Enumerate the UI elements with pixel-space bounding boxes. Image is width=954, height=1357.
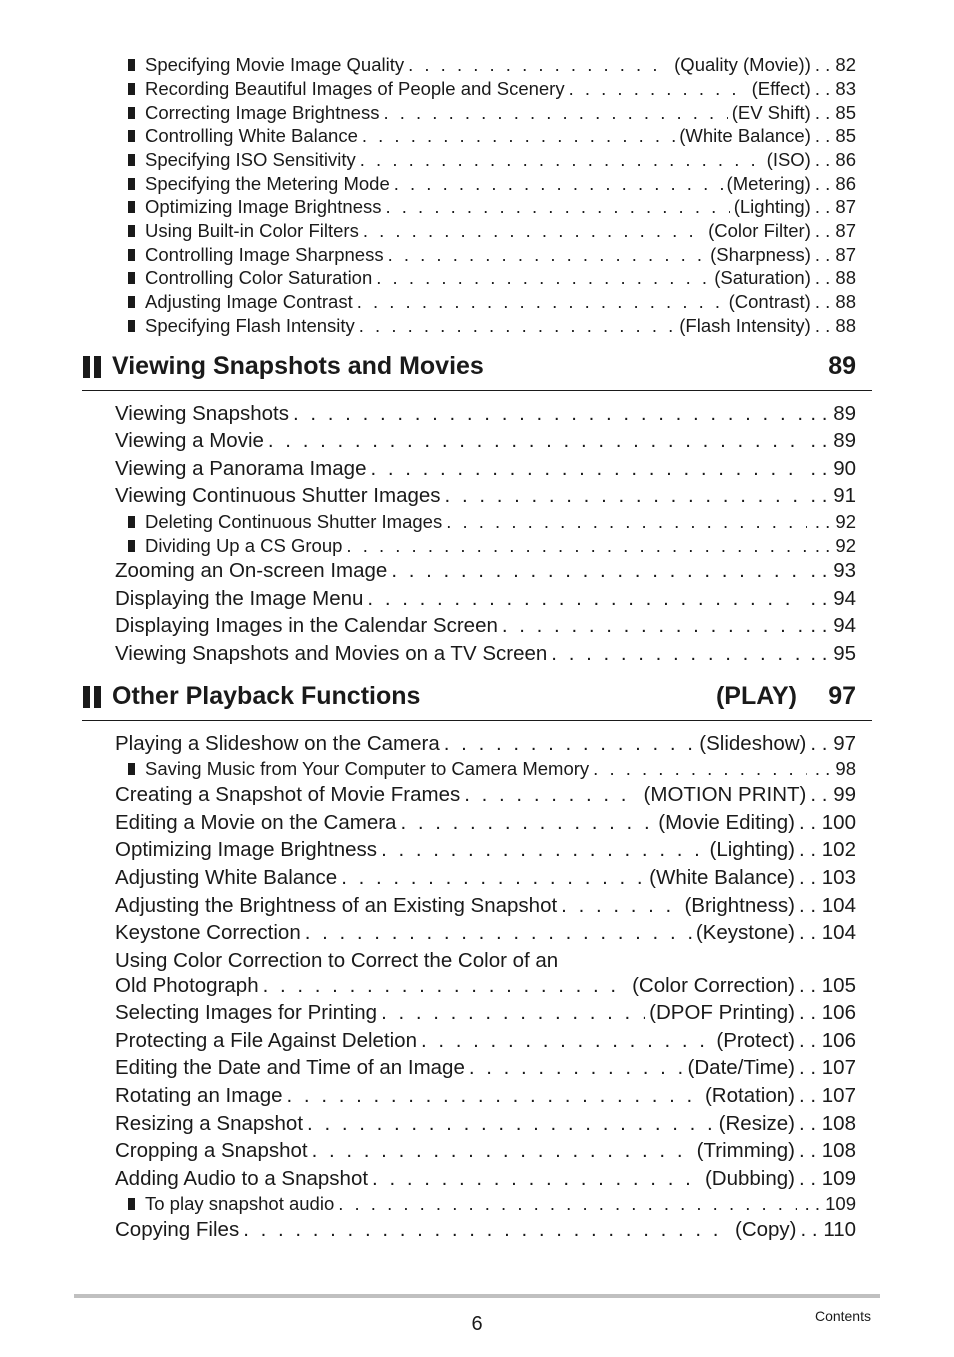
entry-page: . . 95 xyxy=(810,642,856,666)
entry-page: . . 109 xyxy=(805,1193,856,1215)
entry-title: Editing a Movie on the Camera xyxy=(115,811,397,834)
entry-title: Cropping a Snapshot xyxy=(115,1139,308,1162)
toc-entry[interactable] xyxy=(115,559,856,583)
toc-entry[interactable] xyxy=(128,173,856,195)
entry-title: Old Photograph xyxy=(115,974,259,997)
entry-tag: (MOTION PRINT) xyxy=(643,783,807,806)
section-marker-icon xyxy=(83,686,101,708)
entry-title: Controlling Image Sharpness xyxy=(145,244,384,265)
entry-page: . . 106 xyxy=(799,1001,856,1025)
toc-entry[interactable] xyxy=(115,783,856,807)
toc-entry[interactable] xyxy=(115,1139,856,1163)
entry-title: Viewing a Movie xyxy=(115,429,264,452)
toc-entry[interactable] xyxy=(115,1029,856,1053)
entry-title: Deleting Continuous Shutter Images xyxy=(145,511,443,532)
entry-tag: (Metering) xyxy=(726,173,811,194)
entry-tag: (Effect) xyxy=(751,78,811,99)
entry-title: Saving Music from Your Computer to Camera Memory xyxy=(145,758,590,779)
toc-entry[interactable] xyxy=(128,1193,856,1215)
bullet-icon xyxy=(128,59,135,71)
entry-title: Displaying Images in the Calendar Screen xyxy=(115,614,498,637)
entry-tag: (EV Shift) xyxy=(731,102,811,123)
entry-title: Adjusting Image Contrast xyxy=(145,291,353,312)
entry-title: Adjusting the Brightness of an Existing Snapshot xyxy=(115,894,558,917)
entry-page: . . 97 xyxy=(810,732,856,756)
toc-entry[interactable] xyxy=(128,267,856,289)
bullet-icon xyxy=(128,763,135,775)
entry-tag: (Slideshow) xyxy=(699,732,807,755)
entry-page: . . 107 xyxy=(799,1056,856,1080)
bullet-icon xyxy=(128,178,135,190)
toc-entry[interactable] xyxy=(115,1167,856,1191)
entry-page: . . 89 xyxy=(810,402,856,426)
entry-page: . . 107 xyxy=(799,1084,856,1108)
entry-tag: (Protect) xyxy=(716,1029,795,1052)
entry-page: . . 106 xyxy=(799,1029,856,1053)
entry-page: . . 89 xyxy=(810,429,856,453)
entry-title: Selecting Images for Printing xyxy=(115,1001,378,1024)
section-title: Viewing Snapshots and Movies xyxy=(112,352,484,380)
toc-entry[interactable] xyxy=(128,535,856,557)
toc-entry[interactable] xyxy=(128,758,856,780)
entry-tag: (White Balance) xyxy=(649,866,795,889)
bullet-icon xyxy=(128,130,135,142)
toc-entry[interactable] xyxy=(115,732,856,756)
toc-entry[interactable] xyxy=(115,838,856,862)
entry-tag: (Color Correction) xyxy=(632,974,795,997)
toc-entry[interactable] xyxy=(128,291,856,313)
entry-title: Displaying the Image Menu xyxy=(115,587,364,610)
section-tag: (PLAY) xyxy=(715,682,797,710)
entry-tag: (Saturation) xyxy=(714,267,811,288)
entry-page: . . 88 xyxy=(815,267,856,289)
toc-entry[interactable] xyxy=(128,220,856,242)
toc-entry[interactable] xyxy=(128,78,856,100)
bullet-icon xyxy=(128,296,135,308)
entry-title: Playing a Slideshow on the Camera xyxy=(115,732,440,755)
entry-page: . . 104 xyxy=(799,921,856,945)
bullet-icon xyxy=(128,83,135,95)
toc-entry[interactable] xyxy=(128,196,856,218)
entry-title: Viewing a Panorama Image xyxy=(115,457,367,480)
entry-tag: (Brightness) xyxy=(684,894,795,917)
entry-page: . . 85 xyxy=(815,102,856,124)
entry-page: . . 99 xyxy=(810,783,856,807)
bullet-icon xyxy=(128,249,135,261)
entry-title: Rotating an Image xyxy=(115,1084,283,1107)
entry-page: . . 109 xyxy=(799,1167,856,1191)
toc-entry[interactable] xyxy=(115,866,856,890)
toc-entry[interactable] xyxy=(115,457,856,481)
entry-page: . . 85 xyxy=(815,125,856,147)
entry-title: Protecting a File Against Deletion xyxy=(115,1029,417,1052)
entry-page: . . 88 xyxy=(815,315,856,337)
entry-tag: (White Balance) xyxy=(679,125,811,146)
entry-tag: (Movie Editing) xyxy=(658,811,795,834)
entry-title: Copying Files xyxy=(115,1218,240,1241)
entry-tag: (Flash Intensity) xyxy=(679,315,811,336)
entry-page: . . 93 xyxy=(810,559,856,583)
entry-page: . . 87 xyxy=(815,196,856,218)
toc-entry[interactable] xyxy=(115,1084,856,1108)
entry-title: Resizing a Snapshot xyxy=(115,1112,304,1135)
entry-title: Specifying the Metering Mode xyxy=(145,173,390,194)
entry-title: Editing the Date and Time of an Image xyxy=(115,1056,465,1079)
entry-page: . . 100 xyxy=(799,811,856,835)
entry-tag: (Copy) xyxy=(735,1218,797,1241)
toc-entry[interactable] xyxy=(115,587,856,611)
entry-page: . . 82 xyxy=(815,54,856,76)
entry-tag: (Contrast) xyxy=(728,291,811,312)
entry-page: . . 103 xyxy=(799,866,856,890)
entry-tag: (Lighting) xyxy=(709,838,795,861)
section-title: Other Playback Functions xyxy=(112,682,421,710)
entry-title: Recording Beautiful Images of People and Scenery xyxy=(145,78,565,99)
toc-entry[interactable] xyxy=(115,429,856,453)
entry-title: Controlling White Balance xyxy=(145,125,358,146)
entry-title: Zooming an On-screen Image xyxy=(115,559,388,582)
entry-page: . . 108 xyxy=(799,1139,856,1163)
section-marker-icon xyxy=(83,356,101,378)
entry-title: Correcting Image Brightness xyxy=(145,102,380,123)
toc-entry[interactable] xyxy=(115,642,856,666)
entry-page: . . 108 xyxy=(799,1112,856,1136)
entry-page: . . 90 xyxy=(810,457,856,481)
entry-title: Viewing Snapshots xyxy=(115,402,289,425)
entry-page: . . 105 xyxy=(799,974,856,998)
toc-entry[interactable] xyxy=(115,974,856,998)
entry-tag: (Sharpness) xyxy=(710,244,811,265)
toc-entry[interactable] xyxy=(115,1056,856,1080)
entry-tag: (Trimming) xyxy=(696,1139,795,1162)
entry-tag: (Color Filter) xyxy=(708,220,811,241)
entry-tag: (Keystone) xyxy=(695,921,795,944)
entry-title-line1[interactable]: Using Color Correction to Correct the Color of an xyxy=(115,949,559,972)
entry-tag: (Resize) xyxy=(718,1112,795,1135)
entry-tag: (Lighting) xyxy=(733,196,811,217)
section-heading-playback[interactable] xyxy=(82,680,872,721)
footer-label[interactable]: Contents xyxy=(814,1308,871,1324)
toc-entry[interactable] xyxy=(128,149,856,171)
toc-entry[interactable] xyxy=(115,811,856,835)
bullet-icon xyxy=(128,154,135,166)
toc-entry[interactable] xyxy=(115,1112,856,1136)
section-page: 97 xyxy=(828,682,856,710)
bullet-icon xyxy=(128,540,135,552)
entry-page: . . 92 xyxy=(815,535,856,557)
entry-page: . . 104 xyxy=(799,894,856,918)
entry-page: . . 92 xyxy=(815,511,856,533)
toc-entry[interactable] xyxy=(128,315,856,337)
entry-tag: (Date/Time) xyxy=(687,1056,795,1079)
entry-page: . . 94 xyxy=(810,587,856,611)
bullet-icon xyxy=(128,1198,135,1210)
toc-entry[interactable] xyxy=(128,511,856,533)
bullet-icon xyxy=(128,107,135,119)
toc-entry[interactable] xyxy=(128,54,856,76)
entry-page: . . 91 xyxy=(810,484,856,508)
toc-entry[interactable] xyxy=(128,125,856,147)
entry-title: Adjusting White Balance xyxy=(115,866,338,889)
toc-entry[interactable] xyxy=(128,102,856,124)
toc-entry[interactable] xyxy=(115,484,856,508)
page-number: 6 xyxy=(471,1313,483,1335)
entry-page: . . 102 xyxy=(799,838,856,862)
entry-tag: (Rotation) xyxy=(704,1084,795,1107)
toc-entry[interactable] xyxy=(115,402,856,426)
section-heading-viewing[interactable] xyxy=(82,350,872,391)
toc-entry[interactable] xyxy=(115,921,856,945)
footer-divider xyxy=(74,1294,880,1298)
entry-tag: (ISO) xyxy=(766,149,811,170)
entry-title: Specifying Movie Image Quality xyxy=(145,54,405,75)
entry-title: Creating a Snapshot of Movie Frames xyxy=(115,783,461,806)
toc-entry[interactable] xyxy=(128,244,856,266)
entry-page: . . 87 xyxy=(815,220,856,242)
entry-title: Viewing Snapshots and Movies on a TV Screen xyxy=(115,642,548,665)
entry-tag: (DPOF Printing) xyxy=(649,1001,795,1024)
bullet-icon xyxy=(128,320,135,332)
entry-page: . . 94 xyxy=(810,614,856,638)
entry-title: Controlling Color Saturation xyxy=(145,267,373,288)
entry-title: Optimizing Image Brightness xyxy=(145,196,382,217)
entry-title: Dividing Up a CS Group xyxy=(145,535,343,556)
bullet-icon xyxy=(128,201,135,213)
toc-entry[interactable] xyxy=(115,1218,856,1242)
entry-title: Specifying ISO Sensitivity xyxy=(145,149,356,170)
entry-page: . . 87 xyxy=(815,244,856,266)
entry-page: . . 86 xyxy=(815,149,856,171)
entry-tag: (Dubbing) xyxy=(704,1167,795,1190)
entry-title: To play snapshot audio xyxy=(145,1193,335,1214)
toc-entry[interactable] xyxy=(115,1001,856,1025)
entry-title: Keystone Correction xyxy=(115,921,301,944)
entry-title: Specifying Flash Intensity xyxy=(145,315,355,336)
bullet-icon xyxy=(128,516,135,528)
bullet-icon xyxy=(128,272,135,284)
entry-page: . . 110 xyxy=(801,1218,856,1242)
entry-tag: (Quality (Movie)) xyxy=(674,54,811,75)
entry-page: . . 83 xyxy=(815,78,856,100)
entry-title: Viewing Continuous Shutter Images xyxy=(115,484,441,507)
toc-entry[interactable] xyxy=(115,614,856,638)
entry-title: Optimizing Image Brightness xyxy=(115,838,378,861)
entry-title: Using Built-in Color Filters xyxy=(145,220,359,241)
entry-page: . . 88 xyxy=(815,291,856,313)
entry-title: Adding Audio to a Snapshot xyxy=(115,1167,369,1190)
entry-page: . . 98 xyxy=(815,758,856,780)
bullet-icon xyxy=(128,225,135,237)
entry-page: . . 86 xyxy=(815,173,856,195)
toc-entry[interactable] xyxy=(115,894,856,918)
section-page: 89 xyxy=(828,352,856,380)
